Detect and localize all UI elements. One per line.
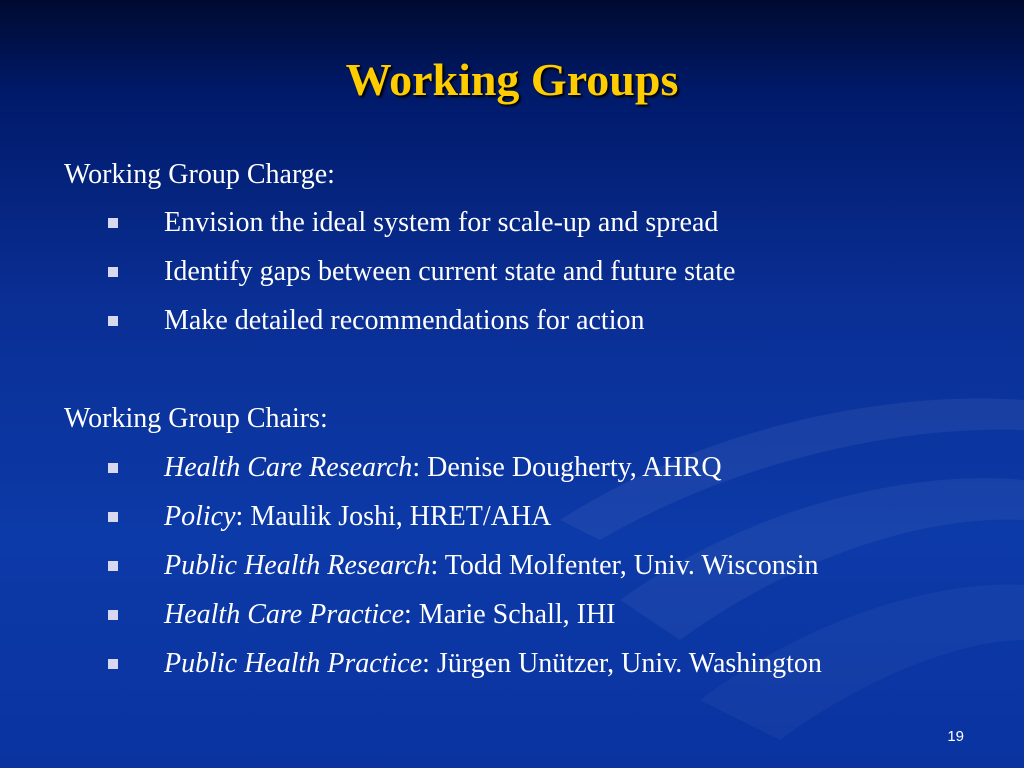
chair-separator: : (404, 599, 419, 630)
chair-separator: : (422, 648, 437, 679)
page-number: 19 (947, 728, 964, 745)
chair-role: Policy (164, 501, 236, 532)
chair-item-text (164, 647, 824, 681)
chair-separator: : (430, 550, 445, 581)
chair-separator: : (412, 452, 428, 483)
chair-name: Denise Dougherty, AHRQ (427, 452, 722, 483)
chair-role: Public Health Practice (164, 648, 423, 679)
chair-item-text (164, 549, 994, 583)
charge-heading: Working Group Charge: (64, 159, 335, 190)
bullet-square-icon (108, 512, 118, 522)
bullet-square-icon (108, 316, 118, 326)
chair-item-text (164, 500, 994, 534)
chair-name: Marie Schall, IHI (418, 599, 616, 630)
charge-item-text: Identify gaps between current state and future state (164, 256, 736, 287)
bullet-square-icon (108, 267, 118, 277)
bullet-square-icon (108, 218, 118, 228)
chair-separator: : (235, 501, 251, 532)
slide-title: Working Groups (345, 54, 679, 105)
chair-item-text (164, 598, 994, 632)
chair-item-text (164, 451, 994, 485)
chairs-heading: Working Group Chairs: (64, 403, 328, 434)
bullet-square-icon (108, 610, 118, 620)
bullet-square-icon (108, 659, 118, 669)
charge-item-text: Envision the ideal system for scale-up and spread (164, 207, 719, 238)
chair-name: Jürgen Unützer, Univ. Washington (436, 648, 822, 679)
chair-name: Maulik Joshi, HRET/AHA (250, 501, 552, 532)
chair-role: Health Care Practice (164, 599, 405, 630)
chair-role: Public Health Research (164, 550, 431, 581)
chair-role: Health Care Research (164, 452, 413, 483)
bullet-square-icon (108, 463, 118, 473)
bullet-square-icon (108, 561, 118, 571)
chair-name: Todd Molfenter, Univ. Wisconsin (444, 550, 819, 581)
charge-item-text: Make detailed recommendations for action (164, 305, 645, 336)
